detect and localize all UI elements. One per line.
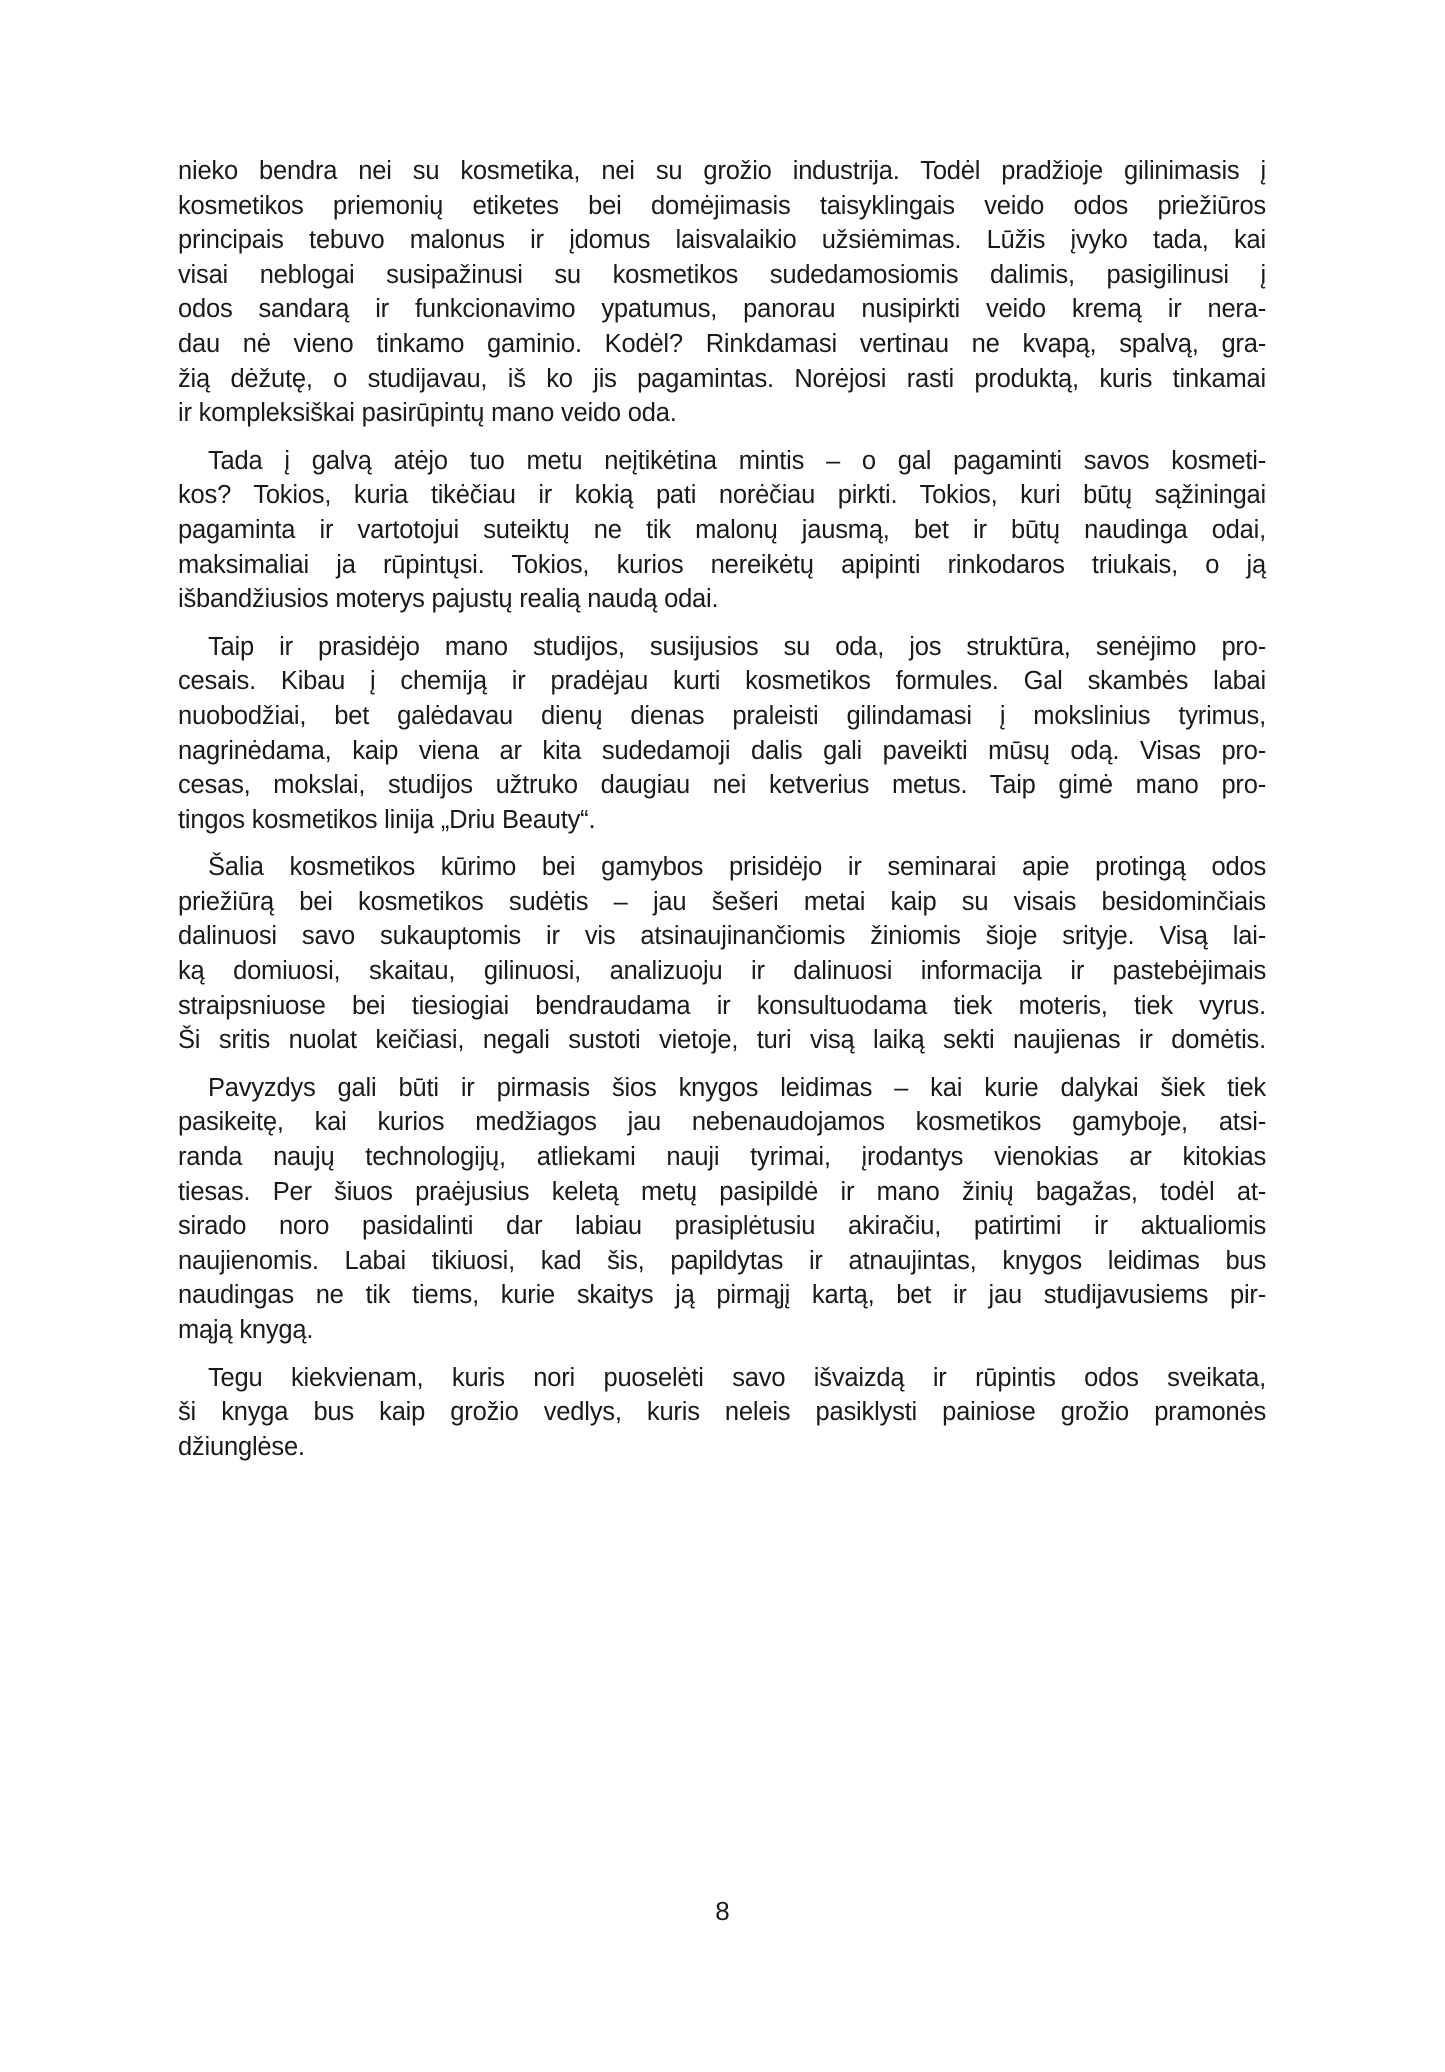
text-line: priežiūrą bei kosmetikos sudėtis – jau šešeri metai kaip su visais besidominčiais: [178, 887, 1266, 916]
text-line: visai neblogai susipažinusi su kosmetikos sudedamosiomis dalimis, pasigilinusi į: [178, 260, 1266, 289]
text-line: dalinuosi savo sukauptomis ir vis atsinaujinančiomis žiniomis šioje srityje. Visą lai-: [178, 922, 1266, 951]
paragraph-5: [178, 1071, 1266, 1348]
page-number: 8: [715, 1896, 730, 1926]
text-line: nieko bendra nei su kosmetika, nei su grožio industrija. Todėl pradžioje gilinimasis į: [178, 157, 1266, 185]
text-line: Šalia kosmetikos kūrimo bei gamybos prisidėjo ir seminarai apie protingą odos: [208, 853, 1266, 882]
text-line: mąją knygą.: [178, 1316, 314, 1344]
text-line: cesas, mokslai, studijos užtruko daugiau nei ketverius metus. Taip gimė mano pro-: [178, 771, 1266, 800]
text-line: pagaminta ir vartotojui suteiktų ne tik malonų jausmą, bet ir būtų naudinga odai,: [178, 515, 1266, 544]
text-line: nuobodžiai, bet galėdavau dienų dienas praleisti gilindamasi į mokslinius tyrimus,: [178, 701, 1266, 730]
paragraph-1: [178, 154, 1266, 431]
body-text: [178, 154, 1266, 1477]
text-line: išbandžiusios moterys pajustų realią naudą odai.: [178, 585, 719, 614]
text-line: Tegu kiekvienam, kuris nori puoselėti savo išvaizdą ir rūpintis odos sveikata,: [208, 1363, 1266, 1392]
text-line: principais tebuvo malonus ir įdomus laisvalaikio užsiėmimas. Lūžis įvyko tada, kai: [178, 226, 1266, 255]
text-line: nagrinėdama, kaip viena ar kita sudedamoji dalis gali paveikti mūsų odą. Visas pro-: [178, 736, 1266, 765]
text-line: Taip ir prasidėjo mano studijos, susijusios su oda, jos struktūra, senėjimo pro-: [208, 632, 1266, 661]
paragraph-3: [178, 630, 1266, 838]
text-line: kosmetikos priemonių etiketes bei domėjimasis taisyklingais veido odos priežiūros: [178, 191, 1266, 220]
text-line: odos sandarą ir funkcionavimo ypatumus, panorau nusipirkti veido kremą ir nera-: [178, 295, 1266, 324]
paragraph-2: [178, 444, 1266, 617]
text-line: dau nė vieno tinkamo gaminio. Kodėl? Rinkdamasi vertinau ne kvapą, spalvą, gra-: [178, 329, 1266, 358]
text-line: tiesas. Per šiuos praėjusius keletą metų pasipildė ir mano žinių bagažas, todėl at-: [178, 1177, 1266, 1206]
text-line: straipsniuose bei tiesiogiai bendraudama ir konsultuodama tiek moteris, tiek vyrus.: [178, 991, 1266, 1020]
text-line: pasikeitę, kai kurios medžiagos jau nebenaudojamos kosmetikos gamyboje, atsi-: [178, 1108, 1266, 1137]
text-line: maksimaliai ja rūpintųsi. Tokios, kurios nereikėtų apipinti rinkodaros triukais, o ją: [178, 550, 1266, 579]
text-line: ir kompleksiškai pasirūpintų mano veido oda.: [178, 399, 677, 428]
text-line: naujienomis. Labai tikiuosi, kad šis, papildytas ir atnaujintas, knygos leidimas bus: [178, 1246, 1266, 1275]
text-line: sirado noro pasidalinti dar labiau prasiplėtusiu akiračiu, patirtimi ir aktualiomis: [178, 1212, 1266, 1241]
paragraph-4: [178, 850, 1266, 1058]
text-line: naudingas ne tik tiems, kurie skaitys ją pirmąjį kartą, bet ir jau studijavusiems pir-: [178, 1281, 1266, 1310]
text-line: Tada į galvą atėjo tuo metu neįtikėtina mintis – o gal pagaminti savos kosmeti-: [208, 446, 1266, 475]
text-line: ką domiuosi, skaitau, gilinuosi, analizuoju ir dalinuosi informacija ir pastebėjimais: [178, 957, 1266, 986]
text-line: randa naujų technologijų, atliekami nauji tyrimai, įrodantys vienokias ar kitokias: [178, 1143, 1266, 1172]
text-line: ši knyga bus kaip grožio vedlys, kuris neleis pasiklysti painiose grožio pramonės: [178, 1398, 1266, 1427]
text-line: cesais. Kibau į chemiją ir pradėjau kurti kosmetikos formules. Gal skambės labai: [178, 667, 1266, 696]
text-line: tingos kosmetikos linija „Driu Beauty“.: [178, 805, 596, 834]
text-line: džiunglėse.: [178, 1432, 305, 1461]
text-line: kos? Tokios, kuria tikėčiau ir kokią pati norėčiau pirkti. Tokios, kuri būtų sąžiningai: [178, 481, 1266, 510]
text-line: Pavyzdys gali būti ir pirmasis šios knygos leidimas – kai kurie dalykai šiek tiek: [208, 1073, 1266, 1102]
text-line: žią dėžutę, o studijavau, iš ko jis pagamintas. Norėjosi rasti produktą, kuris tinkamai: [178, 364, 1266, 393]
text-line: Ši sritis nuolat keičiasi, negali sustoti vietoje, turi visą laiką sekti naujienas ir domėtis.: [178, 1026, 1266, 1055]
paragraph-6: [178, 1361, 1266, 1465]
